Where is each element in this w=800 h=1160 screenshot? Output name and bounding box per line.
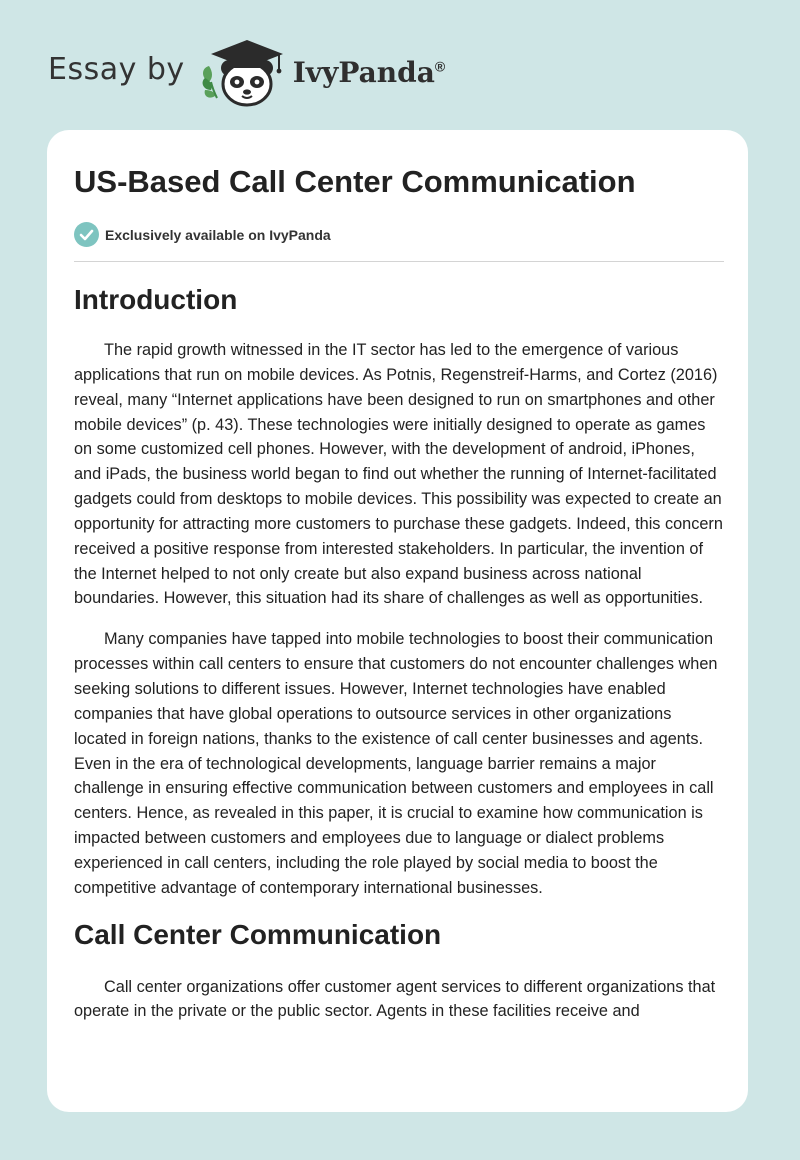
brand-prefix: Essay by [48,51,185,87]
check-circle-icon [74,222,99,247]
exclusive-badge-label: Exclusively available on IvyPanda [105,226,331,243]
brand-name-text: IvyPanda [292,55,435,89]
section-heading-call-center: Call Center Communication [74,918,442,950]
call-center-paragraph-1: Call center organizations offer customer agent services to different organizations that operate in the private or the public sector. Agents in these facilities receive and [74,977,716,1021]
exclusive-badge [74,222,331,247]
intro-paragraph-2: Many companies have tapped into mobile technologies to boost their communication processes within call centers to ensure that customers do not encounter challenges when seeking solutions to different issues. However, Internet technologies have enabled companies that have global operations to outsource services in other organizations located in foreign nations, thanks to the existence of call center businesses and agents. Even in the era of technological developments, language barrier remains a major challenge in ensuring effective communication between customers and employees in call centers. Hence, as revealed in this paper, it is crucial to examine how communication is impacted between customers and employees due to language or dialect problems experienced in call centers, including the role played by social media to boost the competitive advantage of contemporary international businesses. [74,630,718,897]
essay-body [74,282,724,1040]
title-divider [74,261,724,262]
essay-title: US-Based Call Center Communication [74,164,636,199]
essay-card [47,130,748,1112]
brand-name[interactable] [293,56,446,89]
intro-paragraph-1: The rapid growth witnessed in the IT sector has led to the emergence of various applications that run on mobile devices. As Potnis, Regenstreif-Harms, and Cortez (2016) reveal, many “Internet applications have been designed to run on smartphones and other mobile devices” (p. 43). These technologies were initially designed to operate as games on some customized cell phones. However, with the development of android, iPhones, and iPads, the business world began to find out whether the running of Internet-facilitated gadgets could from desktops to mobile devices. This possibility was expected to create an opportunity for attracting more customers to purchase these gadgets. Indeed, this concern received a positive response from interested stakeholders. In particular, the invention of the Internet helped to not only create but also expand business across national boundaries. However, this situation had its share of challenges as well as opportunities. [74,341,723,608]
registered-mark: ® [434,58,446,75]
section-heading-introduction: Introduction [74,284,238,315]
site-header [48,38,445,108]
panda-logo-icon[interactable] [199,38,291,108]
